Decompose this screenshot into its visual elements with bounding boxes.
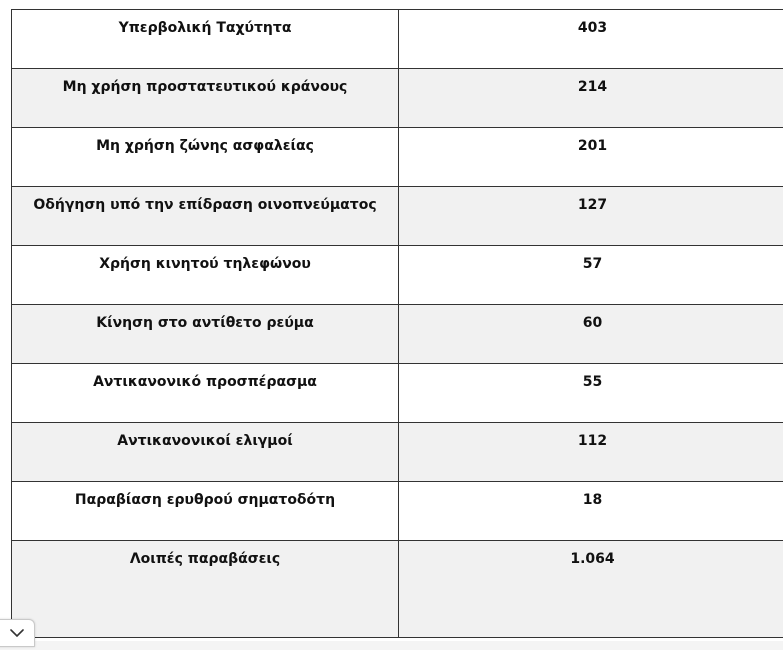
table-row <box>12 128 783 187</box>
table-row <box>12 541 783 638</box>
violation-count-cell: 127 <box>399 187 783 246</box>
collapse-toggle-button[interactable] <box>0 619 35 647</box>
violations-table <box>11 9 783 638</box>
violation-type-cell: Χρήση κινητού τηλεφώνου <box>12 246 399 305</box>
violation-type-cell: Κίνηση στο αντίθετο ρεύμα <box>12 305 399 364</box>
table-row <box>12 305 783 364</box>
table-row <box>12 69 783 128</box>
chevron-down-icon <box>9 628 25 638</box>
violation-type-cell: Αντικανονικό προσπέρασμα <box>12 364 399 423</box>
violation-count-cell: 60 <box>399 305 783 364</box>
violation-count-cell: 18 <box>399 482 783 541</box>
violation-type-cell: Λοιπές παραβάσεις <box>12 541 399 638</box>
table-row <box>12 364 783 423</box>
table-row <box>12 10 783 69</box>
violation-type-cell: Αντικανονικοί ελιγμοί <box>12 423 399 482</box>
violation-count-cell: 403 <box>399 10 783 69</box>
bottom-bar <box>0 641 783 650</box>
violation-type-cell: Υπερβολική Ταχύτητα <box>12 10 399 69</box>
violation-type-cell: Μη χρήση προστατευτικού κράνους <box>12 69 399 128</box>
violation-count-cell: 57 <box>399 246 783 305</box>
violation-type-cell: Μη χρήση ζώνης ασφαλείας <box>12 128 399 187</box>
table-row <box>12 187 783 246</box>
violation-count-cell: 201 <box>399 128 783 187</box>
violation-count-cell: 112 <box>399 423 783 482</box>
violation-count-cell: 55 <box>399 364 783 423</box>
table-row <box>12 246 783 305</box>
violation-count-cell: 1.064 <box>399 541 783 638</box>
violation-count-cell: 214 <box>399 69 783 128</box>
violation-type-cell: Παραβίαση ερυθρού σηματοδότη <box>12 482 399 541</box>
table-row <box>12 423 783 482</box>
table-row <box>12 482 783 541</box>
violations-table-container <box>11 9 770 640</box>
violation-type-cell: Οδήγηση υπό την επίδραση οινοπνεύματος <box>12 187 399 246</box>
